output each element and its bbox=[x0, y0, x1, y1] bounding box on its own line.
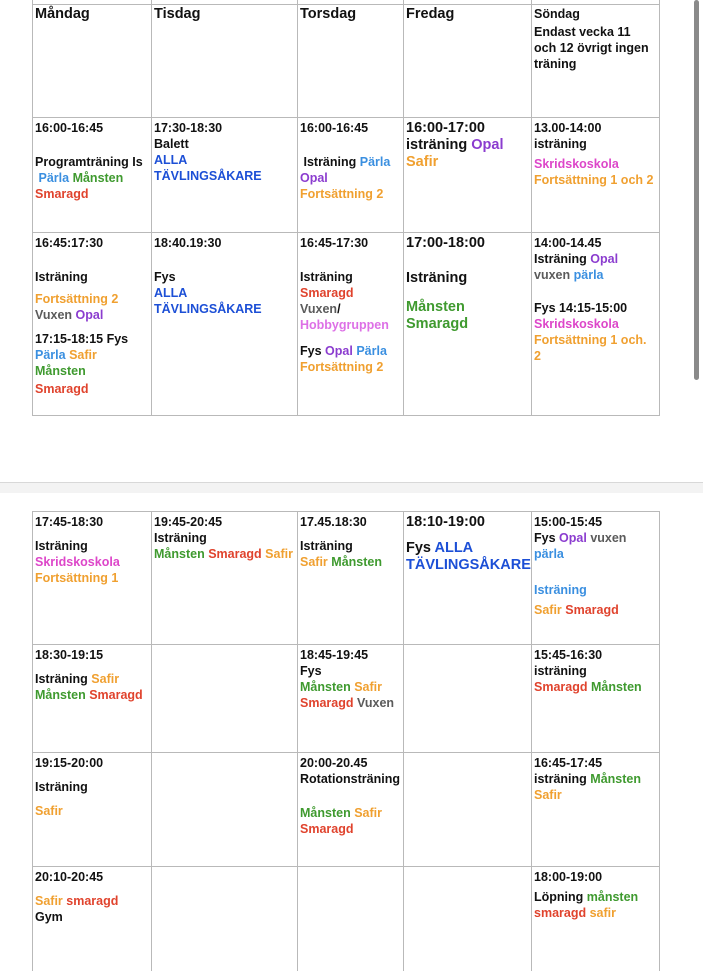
group-fortsattning-2: Fortsättning 2 bbox=[300, 187, 384, 201]
group-mansten: Månsten bbox=[72, 171, 124, 185]
group-mansten: Månsten bbox=[300, 806, 351, 820]
activity: Isträning bbox=[35, 780, 88, 794]
activity: Isträning bbox=[303, 155, 357, 169]
time-label: 14:00-14.45 bbox=[534, 236, 602, 250]
group-hobbygruppen: Hobbygruppen bbox=[300, 318, 389, 332]
session-cell bbox=[32, 118, 151, 204]
time-label: 13.00-14:00 bbox=[534, 121, 602, 135]
activity: Fys bbox=[300, 664, 322, 678]
group-smaragd: Smaragd bbox=[89, 688, 143, 702]
time-label: 18:45-19:45 bbox=[300, 648, 369, 662]
session-cell bbox=[297, 233, 403, 377]
session-cell bbox=[531, 753, 659, 805]
session-cell bbox=[403, 118, 531, 173]
time-label: 20:00-20.45 bbox=[300, 756, 368, 770]
session-cell bbox=[403, 512, 531, 576]
group-opal: Opal bbox=[325, 344, 353, 358]
activity: Löpning bbox=[534, 890, 584, 904]
group-fortsattning-2: Fortsättning 2 bbox=[35, 292, 119, 306]
grid-line bbox=[659, 511, 660, 971]
time-label: 20:10-20:45 bbox=[35, 870, 104, 884]
activity: Isträning bbox=[35, 539, 88, 553]
group-smaragd: Smaragd bbox=[208, 547, 262, 561]
grid-line bbox=[151, 0, 152, 416]
group-smaragd: smaragd bbox=[66, 894, 119, 908]
time-label: 18:30-19:15 bbox=[35, 648, 104, 662]
activity: Fys bbox=[154, 270, 176, 284]
time-label: 19:45-20:45 bbox=[154, 515, 223, 529]
time-label: 18:40.19:30 bbox=[154, 236, 222, 250]
group-smaragd: Smaragd bbox=[35, 382, 89, 396]
time-label: 19:15-20:00 bbox=[35, 756, 104, 770]
day-label: Fredag bbox=[406, 6, 455, 22]
header-sunday bbox=[531, 4, 659, 74]
scrollbar[interactable] bbox=[694, 0, 699, 380]
session-cell bbox=[297, 753, 403, 839]
activity-istraning: Isträning bbox=[534, 583, 587, 597]
activity: isträning bbox=[534, 664, 587, 678]
session-cell bbox=[151, 233, 297, 319]
group-opal: Opal bbox=[590, 252, 619, 266]
time-label: 16:00-16:45 bbox=[300, 121, 369, 135]
group-mansten: Månsten bbox=[331, 555, 382, 569]
time-label: 16:45-17:30 bbox=[300, 236, 369, 250]
group-opal: Opal bbox=[300, 171, 328, 185]
group-mansten: Månsten bbox=[590, 772, 641, 786]
header-tuesday bbox=[151, 4, 297, 25]
activity: Isträning bbox=[534, 252, 587, 266]
grid-line bbox=[659, 0, 660, 416]
group-fortsattning-2: Fortsättning 2 bbox=[300, 360, 384, 374]
activity: Rotationsträning bbox=[300, 772, 400, 786]
group-parla: pärla bbox=[534, 547, 564, 561]
group-smaragd: Smaragd bbox=[300, 696, 354, 710]
group-safir: Safir bbox=[534, 788, 562, 802]
session-cell bbox=[151, 512, 297, 564]
group-skridskoskola: Skridskoskola bbox=[534, 157, 619, 171]
group-mansten: Månsten bbox=[35, 364, 86, 378]
time-label: 17:00-18:00 bbox=[406, 235, 485, 251]
group-smaragd: Smaragd bbox=[300, 822, 354, 836]
group-safir: Safir bbox=[91, 672, 120, 686]
group-parla: Pärla bbox=[35, 348, 66, 362]
schedule-page-2 bbox=[0, 493, 703, 960]
session-cell bbox=[297, 512, 403, 572]
group-vuxen: Vuxen bbox=[35, 308, 73, 322]
group-mansten: Månsten bbox=[300, 680, 351, 694]
time-label: 16:45-17:45 bbox=[534, 756, 603, 770]
day-label: Tisdag bbox=[154, 6, 201, 22]
group-smaragd: Smaragd bbox=[565, 603, 619, 617]
header-monday bbox=[32, 4, 151, 25]
header-friday bbox=[403, 4, 531, 25]
day-label: Torsdag bbox=[300, 6, 357, 22]
sunday-note: Endast vecka 11 och 12 övrigt ingen träning bbox=[534, 25, 649, 71]
group-safir: Safir bbox=[69, 348, 97, 362]
grid-line bbox=[151, 511, 152, 971]
activity: isträning bbox=[534, 772, 587, 786]
activity: Isträning bbox=[300, 539, 353, 553]
session-cell bbox=[151, 118, 297, 186]
group-safir: Safir bbox=[406, 154, 439, 170]
group-mansten: Månsten bbox=[35, 688, 86, 702]
day-label: Söndag bbox=[534, 7, 580, 21]
grid-line bbox=[32, 415, 660, 416]
session-cell bbox=[32, 645, 151, 705]
group-safir: Safir bbox=[265, 547, 293, 561]
group-opal: Opal bbox=[471, 137, 504, 153]
session-cell bbox=[531, 118, 659, 190]
header-thursday bbox=[297, 4, 403, 25]
group-vuxen: Vuxen bbox=[356, 696, 395, 710]
session-cell bbox=[531, 645, 659, 697]
day-label: Måndag bbox=[35, 6, 90, 22]
activity: Gym bbox=[35, 910, 63, 924]
time-label: 16:45:17:30 bbox=[35, 236, 104, 250]
group-vuxen: vuxen bbox=[534, 268, 571, 282]
activity: isträning bbox=[534, 137, 587, 151]
group-safir: Safir bbox=[35, 894, 63, 908]
time-label: 15:00-15:45 bbox=[534, 515, 603, 529]
activity: Balett bbox=[154, 137, 189, 151]
session-cell bbox=[531, 512, 659, 620]
session-cell bbox=[297, 645, 403, 713]
group-opal: Opal bbox=[75, 308, 104, 322]
time-label: 17:30-18:30 bbox=[154, 121, 223, 135]
group-fortsattning-1: Fortsättning 1 bbox=[35, 571, 119, 585]
session-cell bbox=[531, 867, 659, 923]
activity: Programträning Is bbox=[35, 155, 143, 169]
grid-line bbox=[403, 511, 404, 971]
group-vuxen: Vuxen bbox=[300, 302, 338, 316]
group-parla: Pärla bbox=[359, 155, 391, 169]
time-label: 15:45-16:30 bbox=[534, 648, 603, 662]
activity: Isträning bbox=[406, 270, 468, 286]
group-parla: Pärla bbox=[38, 171, 70, 185]
group-safir: Safir bbox=[534, 603, 562, 617]
grid-line bbox=[297, 511, 298, 971]
activity: Fys bbox=[406, 540, 431, 556]
group-smaragd: Smaragd bbox=[35, 187, 89, 201]
session-cell bbox=[32, 233, 151, 399]
group-skridskoskola: Skridskoskola bbox=[35, 555, 120, 569]
group-opal: Opal bbox=[559, 531, 587, 545]
separator: / bbox=[337, 302, 341, 316]
group-mansten: Månsten bbox=[590, 680, 642, 694]
group-smaragd: smaragd bbox=[534, 906, 587, 920]
time-label: 18:10-19:00 bbox=[406, 514, 485, 530]
activity: Fys bbox=[534, 531, 556, 545]
activity: Isträning bbox=[300, 270, 353, 284]
time-label: 16:00-16:45 bbox=[35, 121, 104, 135]
group-skridskoskola: Skridskoskola bbox=[534, 317, 619, 331]
time-label: 18:00-19:00 bbox=[534, 870, 603, 884]
group-safir: safir bbox=[589, 906, 616, 920]
time-label: 17.45.18:30 bbox=[300, 515, 367, 529]
activity: Isträning bbox=[35, 270, 88, 284]
group-safir: Safir bbox=[354, 806, 382, 820]
activity: Fys bbox=[300, 344, 322, 358]
group-safir: Safir bbox=[300, 555, 328, 569]
time-label: 17:15-18:15 Fys bbox=[35, 332, 129, 346]
session-cell bbox=[403, 233, 531, 335]
session-cell bbox=[32, 753, 151, 821]
time-label: 16:00-17:00 bbox=[406, 120, 485, 136]
group-safir: Safir bbox=[354, 680, 382, 694]
activity: Isträning bbox=[154, 531, 207, 545]
group-mansten: Månsten bbox=[154, 547, 205, 561]
grid-line bbox=[403, 0, 404, 416]
activity: Isträning bbox=[35, 672, 88, 686]
time-label: 17:45-18:30 bbox=[35, 515, 104, 529]
session-cell bbox=[32, 867, 151, 927]
session-cell bbox=[531, 233, 659, 366]
group-mansten: månsten bbox=[586, 890, 639, 904]
group-fortsattning: Fortsättning 1 och. 2 bbox=[534, 333, 647, 363]
group-vuxen: vuxen bbox=[590, 531, 627, 545]
time-label: Fys 14:15-15:00 bbox=[534, 301, 628, 315]
session-cell bbox=[32, 512, 151, 588]
group-alla-tavlingsakare: ALLA TÄVLINGSÅKARE bbox=[154, 153, 262, 183]
group-fortsattning: Fortsättning 1 och 2 bbox=[534, 173, 654, 187]
group-alla-tavlingsakare: ALLA TÄVLINGSÅKARE bbox=[406, 540, 531, 573]
group-parla: pärla bbox=[573, 268, 604, 282]
group-smaragd: Smaragd bbox=[300, 286, 354, 300]
group-smaragd: Smaragd bbox=[534, 680, 588, 694]
group-alla-tavlingsakare: ALLA TÄVLINGSÅKARE bbox=[154, 286, 262, 316]
group-parla: Pärla bbox=[356, 344, 387, 358]
session-cell bbox=[297, 118, 403, 204]
group-safir: Safir bbox=[35, 804, 63, 818]
schedule-page-1 bbox=[0, 0, 703, 482]
activity: isträning bbox=[406, 137, 468, 153]
group-mansten-smaragd: Månsten Smaragd bbox=[406, 299, 469, 332]
